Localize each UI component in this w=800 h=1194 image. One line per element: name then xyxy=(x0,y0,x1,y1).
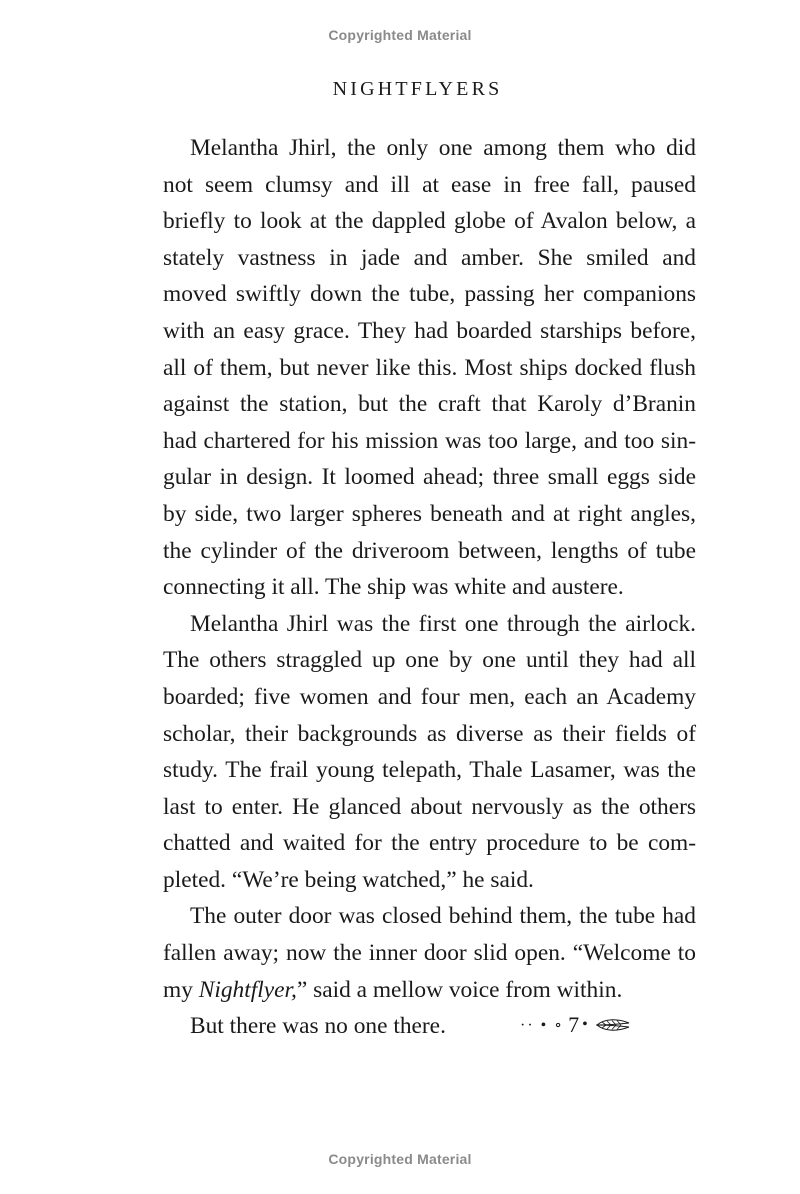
folio-dots: ·· • ∘ xyxy=(520,1017,565,1034)
text-line: briefly to look at the dappled globe of Avalon below, a xyxy=(163,208,696,235)
text-line: Melantha Jhirl, the only one among them who did xyxy=(190,135,696,161)
text-run: my xyxy=(163,976,199,1003)
text-line: connecting it all. The ship was white and austere. xyxy=(163,574,624,601)
copyright-watermark-bottom: Copyrighted Material xyxy=(328,1151,472,1167)
text-line: last to enter. He glanced about nervously as the others xyxy=(163,793,696,820)
ship-name-italic: Nightflyer, xyxy=(198,976,297,1003)
text-line: But there was no one there. xyxy=(190,1013,446,1040)
text-run: ” said a mellow voice from within. xyxy=(296,976,623,1003)
paragraph-2 xyxy=(136,606,696,899)
text-line: stately vastness in jade and amber. She smiled and xyxy=(163,244,696,271)
text-line: against the station, but the craft that Karoly d’Branin xyxy=(163,391,696,418)
text-line xyxy=(136,972,696,1009)
text-line: gular in design. It loomed ahead; three small eggs side xyxy=(163,464,696,491)
text-line: Melantha Jhirl was the first one through the airlock. xyxy=(190,610,696,637)
text-line: with an easy grace. They had boarded starships before, xyxy=(163,317,696,344)
page-folio xyxy=(520,1010,680,1040)
text-line: by side, two larger spheres beneath and at right angles, xyxy=(163,500,696,527)
text-line: all of them, but never like this. Most ships docked flush xyxy=(163,354,696,381)
text-line: pleted. “We’re being watched,” he said. xyxy=(163,866,534,893)
text-line: had chartered for his mission was too large, and too sin- xyxy=(163,427,696,454)
copyright-watermark-top: Copyrighted Material xyxy=(328,27,472,43)
text-line: not seem clumsy and ill at ease in free fall, paused xyxy=(163,171,696,198)
feather-ornament-icon xyxy=(596,1017,630,1033)
paragraph-3 xyxy=(136,898,696,1008)
text-line: The others straggled up one by one until they had all xyxy=(163,647,696,674)
text-line: study. The frail young telepath, Thale Lasamer, was the xyxy=(163,757,696,784)
text-line: The outer door was closed behind them, the tube had xyxy=(190,903,696,930)
body-text xyxy=(136,130,696,1045)
running-head-title: NIGHTFLYERS xyxy=(332,78,503,100)
text-line: moved swiftly down the tube, passing her companions xyxy=(163,281,696,308)
text-line: boarded; five women and four men, each an Academy xyxy=(163,683,696,710)
text-line: fallen away; now the inner door slid open. “Welcome to xyxy=(163,940,696,967)
paragraph-1 xyxy=(136,130,696,606)
text-line: scholar, their backgrounds as diverse as their fields of xyxy=(163,720,696,747)
text-line: the cylinder of the driveroom between, lengths of tube xyxy=(163,537,696,564)
page-number: 7 xyxy=(568,1012,580,1037)
text-line: chatted and waited for the entry procedure to be com- xyxy=(163,830,696,857)
folio-dot: • xyxy=(582,1016,590,1033)
